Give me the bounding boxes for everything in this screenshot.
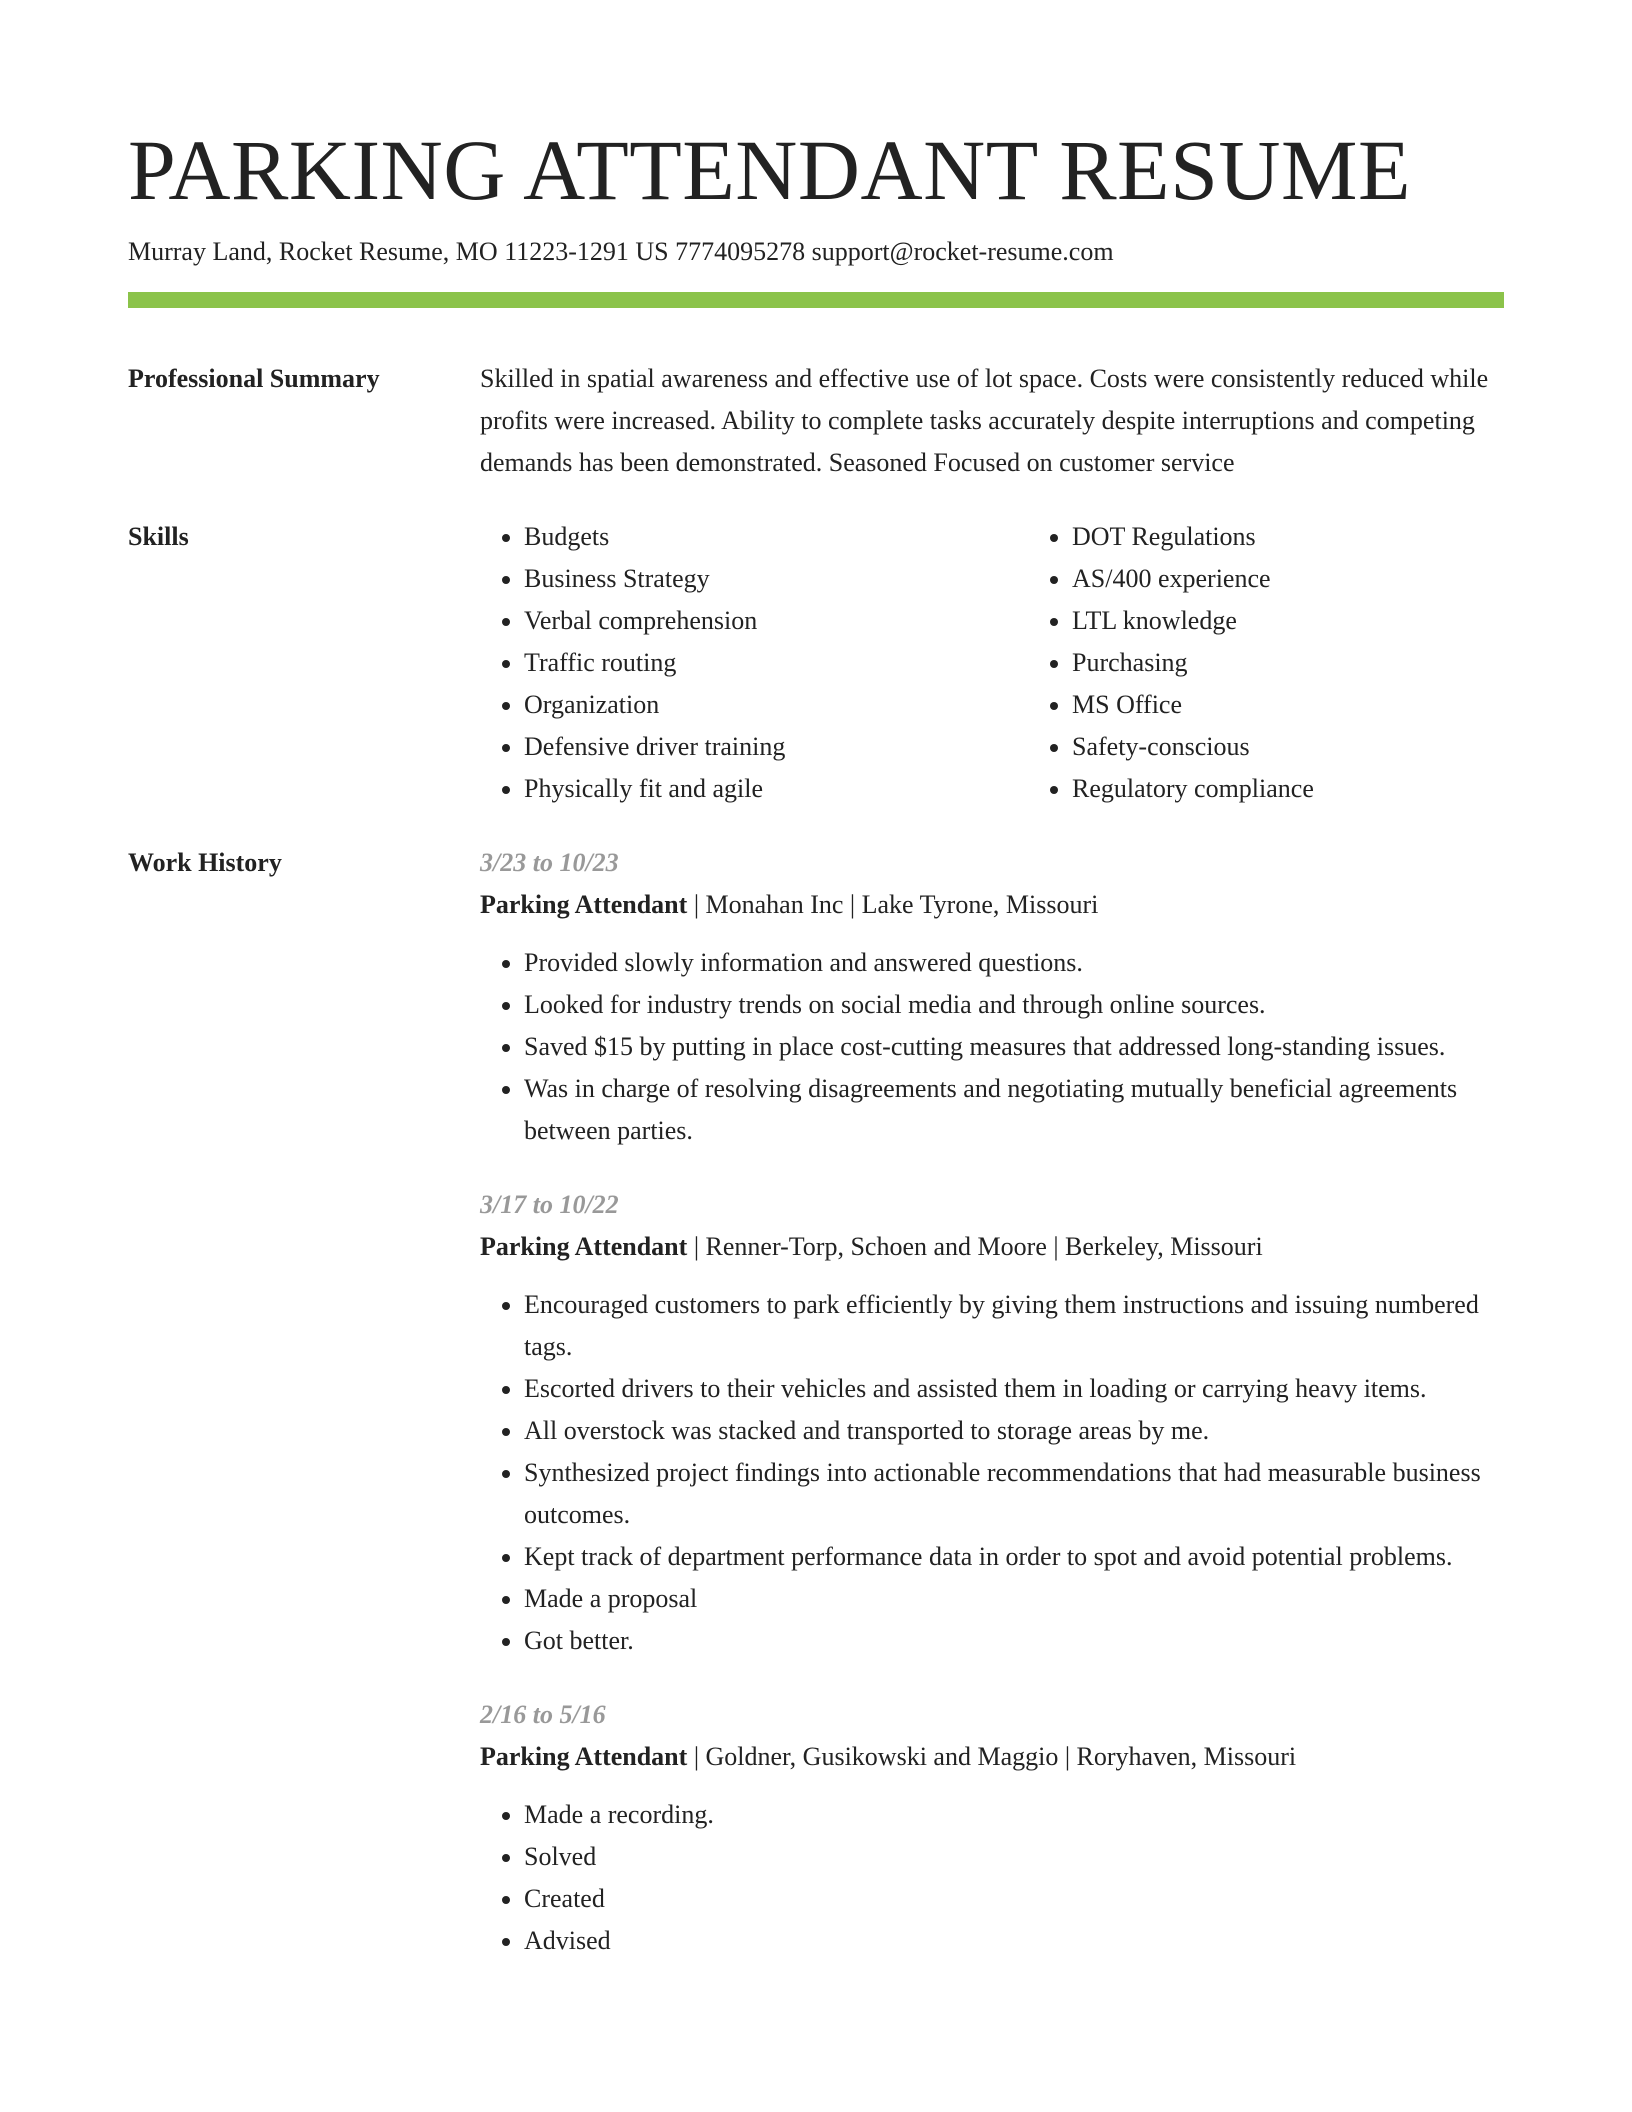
work-history-section <box>128 842 1504 1962</box>
job-entry <box>480 1694 1504 1962</box>
job-header <box>480 1226 1504 1268</box>
job-bullets <box>480 1794 1504 1962</box>
job-bullet: • Got better. <box>524 1620 1504 1662</box>
job-entry <box>480 842 1504 1152</box>
skill-item: • Organization <box>524 684 1028 726</box>
skills-columns <box>480 516 1576 810</box>
header-divider <box>128 292 1504 308</box>
skills-heading: Skills <box>128 522 189 551</box>
job-dates: 3/17 to 10/22 <box>480 1190 619 1219</box>
job-bullet: • Looked for industry trends on social media and through online sources. <box>524 984 1504 1026</box>
job-title: Parking Attendant <box>480 890 688 919</box>
skill-item: • Business Strategy <box>524 558 1028 600</box>
job-bullet: • All overstock was stacked and transported to storage areas by me. <box>524 1410 1504 1452</box>
skills-list-left <box>480 516 1028 810</box>
work-history-heading: Work History <box>128 848 282 877</box>
resume-title: PARKING ATTENDANT RESUME <box>128 122 1412 218</box>
skill-item: • MS Office <box>1072 684 1576 726</box>
skill-item: • AS/400 experience <box>1072 558 1576 600</box>
job-title: Parking Attendant <box>480 1742 688 1771</box>
job-bullet: • Kept track of department performance data in order to spot and avoid potential problems. <box>524 1536 1504 1578</box>
skill-item: • Budgets <box>524 516 1028 558</box>
job-title: Parking Attendant <box>480 1232 688 1261</box>
job-bullet: • Was in charge of resolving disagreements and negotiating mutually beneficial agreements between parties. <box>524 1068 1504 1152</box>
skill-item: • Physically fit and agile <box>524 768 1028 810</box>
skill-item: • LTL knowledge <box>1072 600 1576 642</box>
skill-item: • Purchasing <box>1072 642 1576 684</box>
job-bullet: • Escorted drivers to their vehicles and assisted them in loading or carrying heavy items. <box>524 1368 1504 1410</box>
contact-address: Murray Land, Rocket Resume, MO 11223-1291 US <box>128 237 669 266</box>
skill-item: • Defensive driver training <box>524 726 1028 768</box>
job-bullet: • Saved $15 by putting in place cost-cutting measures that addressed long-standing issues. <box>524 1026 1504 1068</box>
skill-item: • Regulatory compliance <box>1072 768 1576 810</box>
job-company-location: | Goldner, Gusikowski and Maggio | Roryhaven, Missouri <box>687 1742 1297 1771</box>
contact-phone: 7774095278 <box>675 237 806 266</box>
job-bullets <box>480 1284 1504 1662</box>
job-bullet: • Made a proposal <box>524 1578 1504 1620</box>
skill-item: • Traffic routing <box>524 642 1028 684</box>
summary-section <box>128 358 1504 484</box>
skills-section <box>128 516 1504 810</box>
job-bullet: • Advised <box>524 1920 1504 1962</box>
contact-email: support@rocket-resume.com <box>811 237 1114 266</box>
job-bullet: • Encouraged customers to park efficiently by giving them instructions and issuing numbered tags. <box>524 1284 1504 1368</box>
job-bullet: • Made a recording. <box>524 1794 1504 1836</box>
job-company-location: | Renner-Torp, Schoen and Moore | Berkeley, Missouri <box>687 1232 1263 1261</box>
job-bullet: • Created <box>524 1878 1504 1920</box>
job-dates: 3/23 to 10/23 <box>480 848 619 877</box>
skill-item: • DOT Regulations <box>1072 516 1576 558</box>
job-bullet: • Solved <box>524 1836 1504 1878</box>
job-company-location: | Monahan Inc | Lake Tyrone, Missouri <box>687 890 1099 919</box>
work-history-entries <box>480 842 1504 1962</box>
job-dates: 2/16 to 5/16 <box>480 1700 606 1729</box>
job-header <box>480 1736 1504 1778</box>
job-bullet: • Provided slowly information and answered questions. <box>524 942 1504 984</box>
summary-heading: Professional Summary <box>128 364 380 393</box>
summary-text: Skilled in spatial awareness and effective use of lot space. Costs were consistently reduced while profits were increased. Ability to complete tasks accurately despite interruptions and competing demands has been demonstrated. Seasoned Focused on customer service <box>480 364 1489 477</box>
skill-item: • Verbal comprehension <box>524 600 1028 642</box>
contact-line <box>128 234 1504 270</box>
skill-item: • Safety-conscious <box>1072 726 1576 768</box>
job-bullets <box>480 942 1504 1152</box>
job-bullet: • Synthesized project findings into actionable recommendations that had measurable business outcomes. <box>524 1452 1504 1536</box>
skills-list-right <box>1028 516 1576 810</box>
job-header <box>480 884 1504 926</box>
job-entry <box>480 1184 1504 1662</box>
